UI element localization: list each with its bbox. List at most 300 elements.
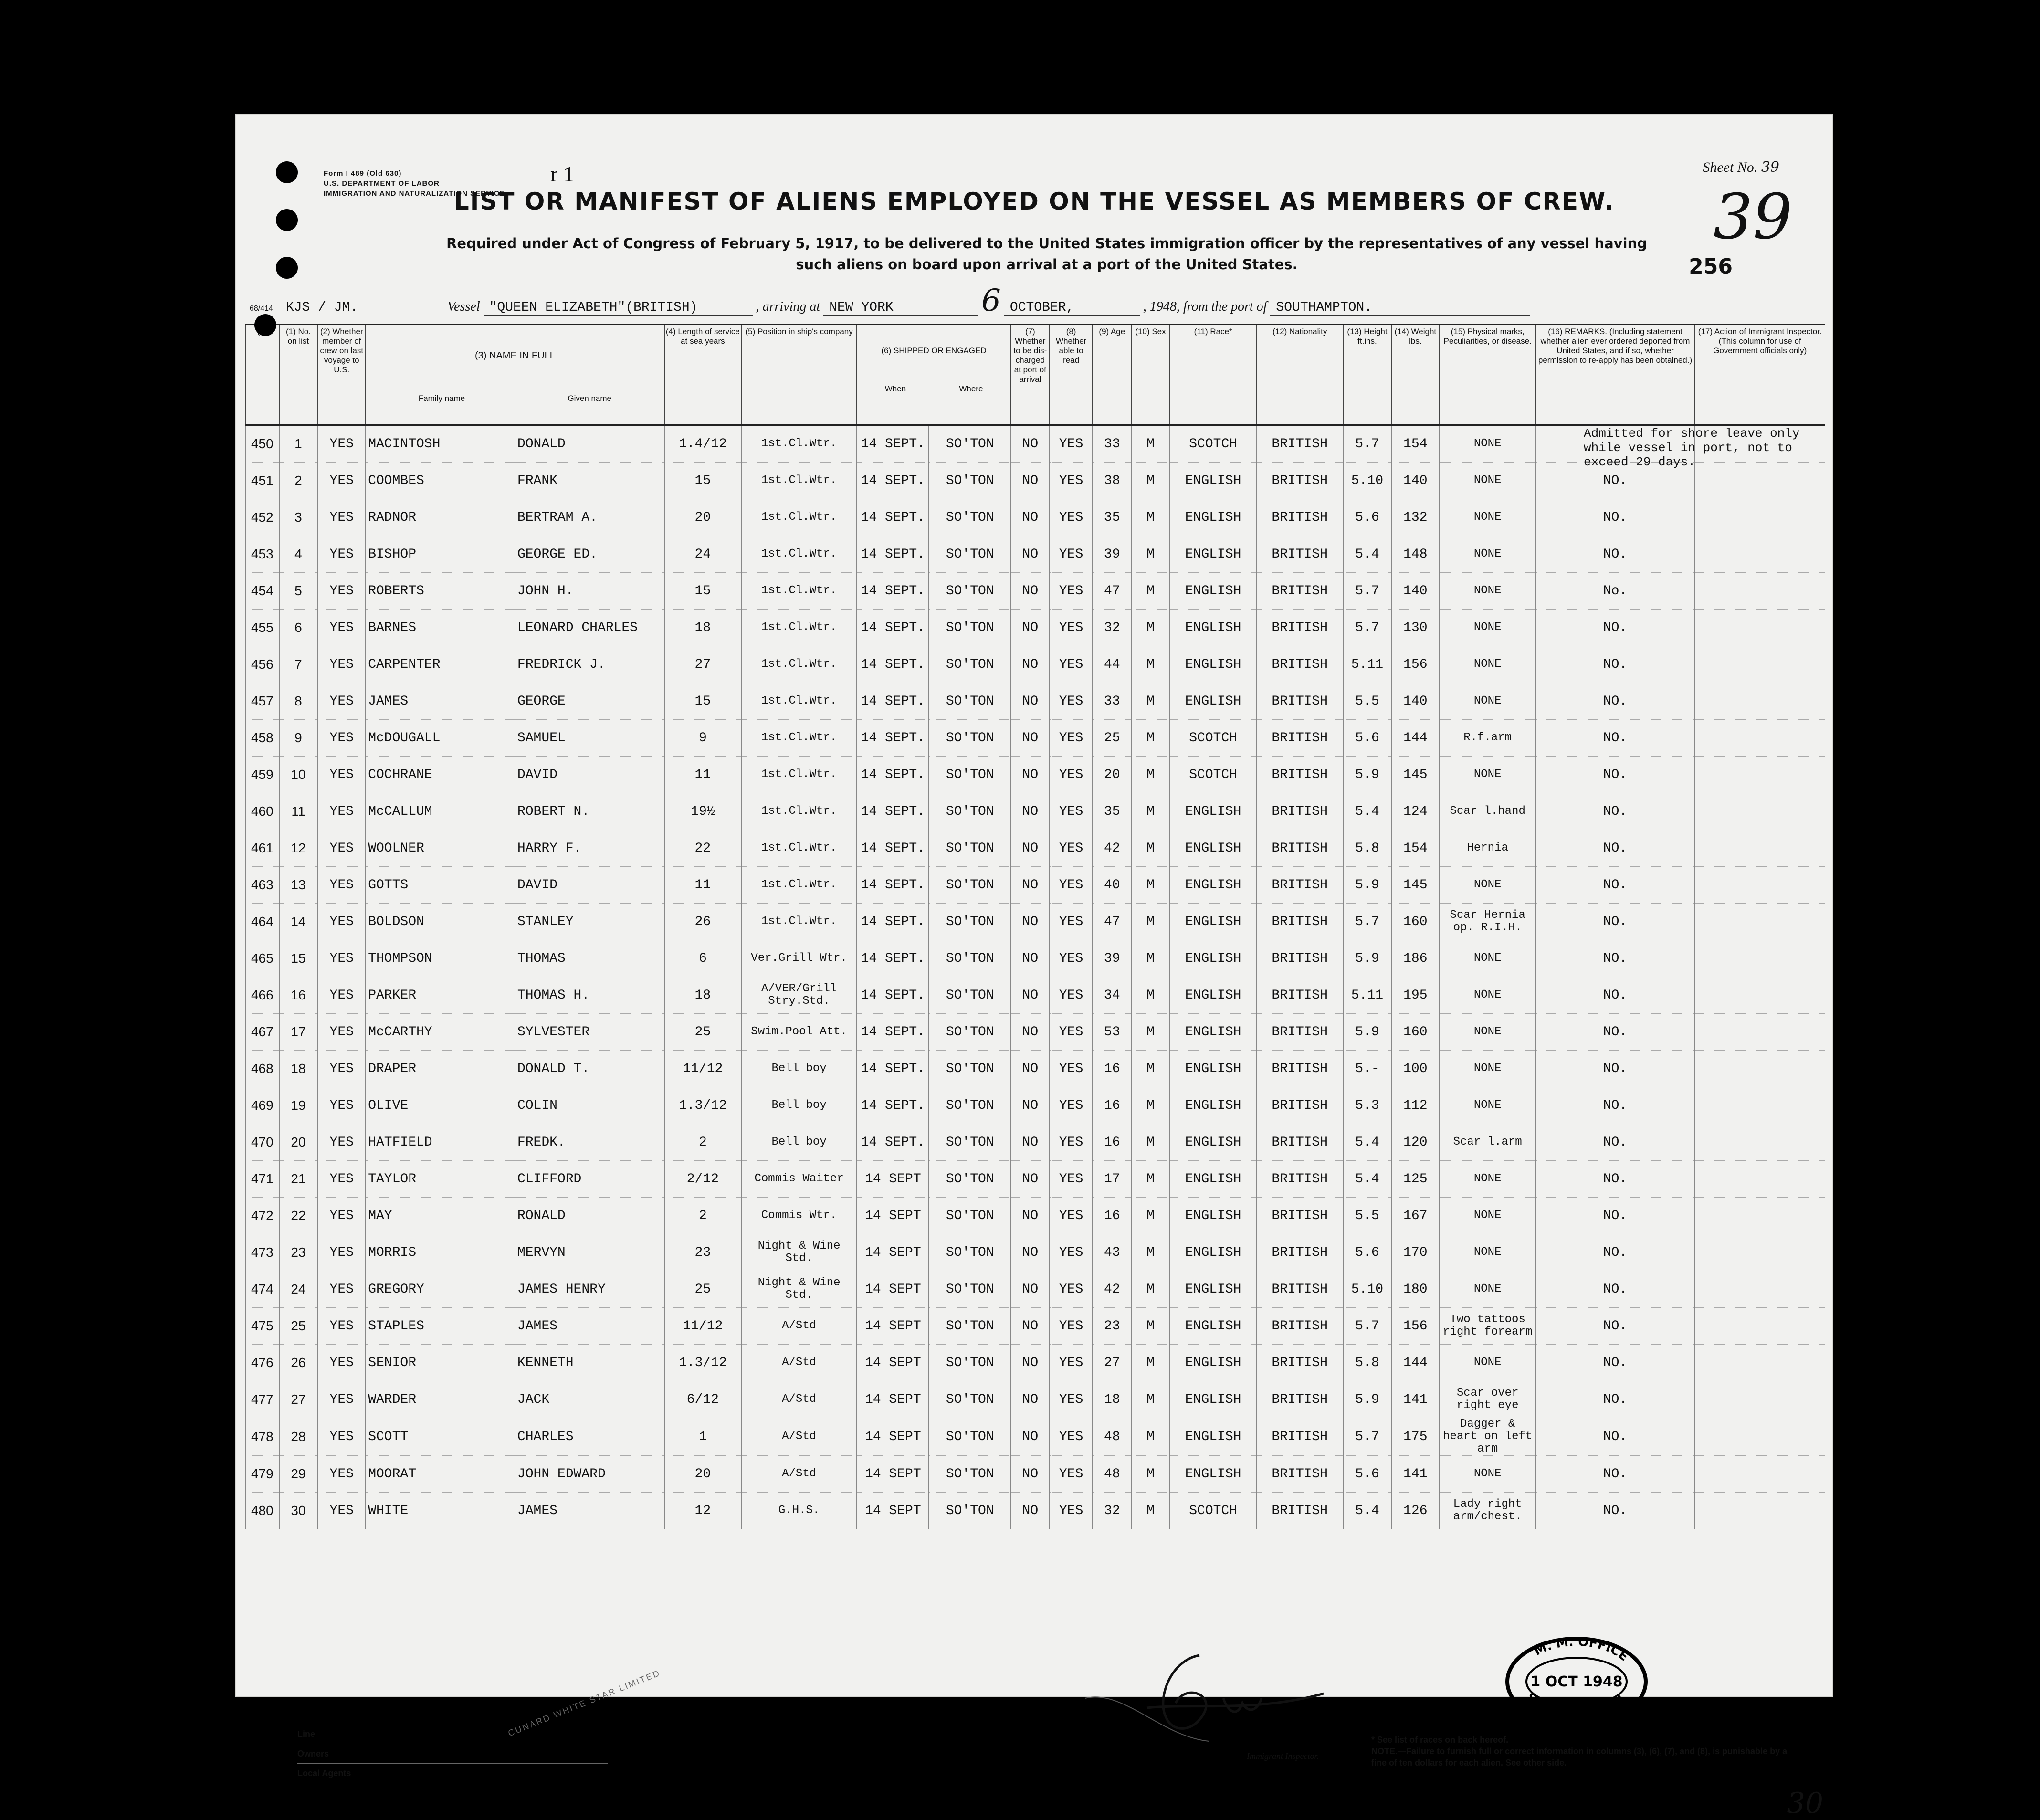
row-prev-voyage: YES <box>317 499 366 536</box>
row-weight: 156 <box>1391 646 1440 683</box>
row-prev-voyage: YES <box>317 720 366 757</box>
row-index: 475 <box>245 1308 279 1345</box>
row-marks: NONE <box>1440 536 1536 573</box>
row-index: 480 <box>245 1493 279 1529</box>
row-nationality: BRITISH <box>1256 1456 1343 1493</box>
row-nationality: BRITISH <box>1256 830 1343 867</box>
row-where: SO'TON <box>929 1014 1011 1051</box>
row-family-name: DRAPER <box>366 1051 515 1087</box>
row-given-name: DONALD <box>515 425 664 463</box>
row-index: 471 <box>245 1161 279 1198</box>
row-prev-voyage: YES <box>317 904 366 940</box>
row-inspector-action <box>1694 610 1825 646</box>
row-sex: M <box>1131 1456 1170 1493</box>
row-family-name: WOOLNER <box>366 830 515 867</box>
row-height: 5.5 <box>1343 683 1391 720</box>
row-sex: M <box>1131 1381 1170 1418</box>
row-prev-voyage: YES <box>317 1456 366 1493</box>
row-sex: M <box>1131 463 1170 499</box>
row-race: ENGLISH <box>1170 1198 1257 1234</box>
row-given-name: THOMAS <box>515 940 664 977</box>
row-race: ENGLISH <box>1170 867 1257 904</box>
row-race: ENGLISH <box>1170 1456 1257 1493</box>
row-service: 18 <box>664 610 741 646</box>
row-family-name: MACINTOSH <box>366 425 515 463</box>
row-given-name: DAVID <box>515 867 664 904</box>
row-given-name: LEONARD CHARLES <box>515 610 664 646</box>
row-when: 14 SEPT. <box>857 793 929 830</box>
row-discharged: NO <box>1011 683 1050 720</box>
row-number: 14 <box>279 904 318 940</box>
row-position: Commis Wtr. <box>741 1198 857 1234</box>
row-where: SO'TON <box>929 1456 1011 1493</box>
row-service: 2 <box>664 1124 741 1161</box>
row-able-read: YES <box>1050 1381 1093 1418</box>
row-number: 6 <box>279 610 318 646</box>
row-given-name: MERVYN <box>515 1234 664 1271</box>
row-nationality: BRITISH <box>1256 757 1343 793</box>
row-sex: M <box>1131 425 1170 463</box>
row-when: 14 SEPT. <box>857 940 929 977</box>
row-race: ENGLISH <box>1170 1345 1257 1381</box>
row-age: 20 <box>1093 757 1131 793</box>
row-discharged: NO <box>1011 1051 1050 1087</box>
row-family-name: SENIOR <box>366 1345 515 1381</box>
row-discharged: NO <box>1011 1087 1050 1124</box>
row-where: SO'TON <box>929 1087 1011 1124</box>
row-discharged: NO <box>1011 793 1050 830</box>
row-discharged: NO <box>1011 867 1050 904</box>
row-marks: NONE <box>1440 977 1536 1014</box>
row-age: 32 <box>1093 610 1131 646</box>
row-marks: NONE <box>1440 1345 1536 1381</box>
row-sex: M <box>1131 1014 1170 1051</box>
row-position: A/Std <box>741 1418 857 1456</box>
row-nationality: BRITISH <box>1256 977 1343 1014</box>
row-race: ENGLISH <box>1170 1161 1257 1198</box>
row-position: 1st.Cl.Wtr. <box>741 610 857 646</box>
row-prev-voyage: YES <box>317 1308 366 1345</box>
row-weight: 148 <box>1391 536 1440 573</box>
row-given-name: FREDRICK J. <box>515 646 664 683</box>
row-age: 43 <box>1093 1234 1131 1271</box>
row-marks: NONE <box>1440 1198 1536 1234</box>
row-index: 459 <box>245 757 279 793</box>
row-marks: Dagger & heart on left arm <box>1440 1418 1536 1456</box>
row-given-name: COLIN <box>515 1087 664 1124</box>
row-age: 17 <box>1093 1161 1131 1198</box>
row-remarks: NO. <box>1536 610 1695 646</box>
row-height: 5.11 <box>1343 646 1391 683</box>
row-service: 11 <box>664 757 741 793</box>
row-race: ENGLISH <box>1170 1308 1257 1345</box>
row-index: 464 <box>245 904 279 940</box>
table-row <box>245 1345 1825 1381</box>
row-race: SCOTCH <box>1170 720 1257 757</box>
row-prev-voyage: YES <box>317 536 366 573</box>
row-index: 469 <box>245 1087 279 1124</box>
row-weight: 141 <box>1391 1456 1440 1493</box>
row-race: ENGLISH <box>1170 977 1257 1014</box>
row-service: 11/12 <box>664 1308 741 1345</box>
row-height: 5.9 <box>1343 867 1391 904</box>
row-prev-voyage: YES <box>317 425 366 463</box>
row-discharged: NO <box>1011 720 1050 757</box>
row-position: Night & Wine Std. <box>741 1271 857 1308</box>
row-where: SO'TON <box>929 793 1011 830</box>
row-race: ENGLISH <box>1170 646 1257 683</box>
row-service: 19½ <box>664 793 741 830</box>
row-nationality: BRITISH <box>1256 1271 1343 1308</box>
row-prev-voyage: YES <box>317 1271 366 1308</box>
row-race: SCOTCH <box>1170 425 1257 463</box>
row-age: 39 <box>1093 940 1131 977</box>
row-marks: NONE <box>1440 940 1536 977</box>
row-race: ENGLISH <box>1170 904 1257 940</box>
row-when: 14 SEPT <box>857 1198 929 1234</box>
row-nationality: BRITISH <box>1256 573 1343 610</box>
row-number: 23 <box>279 1234 318 1271</box>
row-given-name: SYLVESTER <box>515 1014 664 1051</box>
row-height: 5.4 <box>1343 793 1391 830</box>
row-height: 5.6 <box>1343 499 1391 536</box>
row-age: 48 <box>1093 1418 1131 1456</box>
row-index: 465 <box>245 940 279 977</box>
row-service: 15 <box>664 463 741 499</box>
table-row <box>245 867 1825 904</box>
row-given-name: JAMES <box>515 1493 664 1529</box>
row-inspector-action <box>1694 1124 1825 1161</box>
row-able-read: YES <box>1050 1234 1093 1271</box>
row-race: ENGLISH <box>1170 1014 1257 1051</box>
row-discharged: NO <box>1011 1198 1050 1234</box>
row-inspector-action <box>1694 499 1825 536</box>
row-number: 22 <box>279 1198 318 1234</box>
row-position: Bell boy <box>741 1124 857 1161</box>
table-row <box>245 610 1825 646</box>
row-nationality: BRITISH <box>1256 425 1343 463</box>
col-length-service: (4) Length of service at sea years <box>664 325 741 425</box>
row-marks: NONE <box>1440 646 1536 683</box>
col-age: (9) Age <box>1093 325 1131 425</box>
row-nationality: BRITISH <box>1256 536 1343 573</box>
row-age: 33 <box>1093 683 1131 720</box>
row-family-name: JAMES <box>366 683 515 720</box>
row-service: 1.3/12 <box>664 1087 741 1124</box>
row-weight: 100 <box>1391 1051 1440 1087</box>
row-family-name: PARKER <box>366 977 515 1014</box>
row-remarks: NO. <box>1536 1051 1695 1087</box>
table-row <box>245 499 1825 536</box>
vessel-name: "QUEEN ELIZABETH"(BRITISH) <box>484 300 753 316</box>
row-inspector-action <box>1694 646 1825 683</box>
row-age: 35 <box>1093 793 1131 830</box>
row-able-read: YES <box>1050 940 1093 977</box>
row-age: 42 <box>1093 1271 1131 1308</box>
row-remarks: NO. <box>1536 1418 1695 1456</box>
row-height: 5.11 <box>1343 977 1391 1014</box>
row-index: 479 <box>245 1456 279 1493</box>
row-when: 14 SEPT. <box>857 867 929 904</box>
row-weight: 186 <box>1391 940 1440 977</box>
row-inspector-action <box>1694 1308 1825 1345</box>
row-remarks: NO. <box>1536 904 1695 940</box>
row-position: 1st.Cl.Wtr. <box>741 463 857 499</box>
row-inspector-action <box>1694 1051 1825 1087</box>
row-race: ENGLISH <box>1170 793 1257 830</box>
table-row <box>245 1014 1825 1051</box>
row-service: 12 <box>664 1493 741 1529</box>
row-discharged: NO <box>1011 1271 1050 1308</box>
row-number: 9 <box>279 720 318 757</box>
row-index: 470 <box>245 1124 279 1161</box>
row-discharged: NO <box>1011 1418 1050 1456</box>
row-position: 1st.Cl.Wtr. <box>741 425 857 463</box>
row-remarks: NO. <box>1536 646 1695 683</box>
table-row <box>245 1087 1825 1124</box>
row-sex: M <box>1131 1234 1170 1271</box>
row-prev-voyage: YES <box>317 1234 366 1271</box>
row-sex: M <box>1131 573 1170 610</box>
row-age: 53 <box>1093 1014 1131 1051</box>
row-height: 5.5 <box>1343 1198 1391 1234</box>
table-row <box>245 720 1825 757</box>
col-weight: (14) Weight lbs. <box>1391 325 1440 425</box>
row-when: 14 SEPT. <box>857 977 929 1014</box>
row-remarks: NO. <box>1536 1087 1695 1124</box>
table-row <box>245 1381 1825 1418</box>
row-height: 5.3 <box>1343 1087 1391 1124</box>
row-where: SO'TON <box>929 904 1011 940</box>
table-row <box>245 1161 1825 1198</box>
row-sex: M <box>1131 757 1170 793</box>
form-number: Form I 489 (Old 630) <box>324 169 402 178</box>
row-service: 27 <box>664 646 741 683</box>
row-service: 1.3/12 <box>664 1345 741 1381</box>
row-service: 15 <box>664 683 741 720</box>
footnote <box>1371 1734 1801 1768</box>
row-given-name: HARRY F. <box>515 830 664 867</box>
row-family-name: TAYLOR <box>366 1161 515 1198</box>
row-when: 14 SEPT <box>857 1418 929 1456</box>
row-remarks: No. <box>1536 573 1695 610</box>
col-name-in-full <box>366 325 664 425</box>
row-sex: M <box>1131 683 1170 720</box>
row-given-name: CHARLES <box>515 1418 664 1456</box>
row-service: 15 <box>664 573 741 610</box>
row-discharged: NO <box>1011 499 1050 536</box>
row-where: SO'TON <box>929 720 1011 757</box>
row-marks: Scar Hernia op. R.I.H. <box>1440 904 1536 940</box>
row-race: ENGLISH <box>1170 1087 1257 1124</box>
row-nationality: BRITISH <box>1256 1345 1343 1381</box>
row-where: SO'TON <box>929 425 1011 463</box>
footer-labels <box>297 1725 608 1783</box>
stamp-top-text: M. M. OFFICE <box>1532 1636 1631 1664</box>
row-position: 1st.Cl.Wtr. <box>741 536 857 573</box>
row-nationality: BRITISH <box>1256 1198 1343 1234</box>
row-age: 47 <box>1093 904 1131 940</box>
row-index: 461 <box>245 830 279 867</box>
row-race: SCOTCH <box>1170 757 1257 793</box>
col-index <box>245 325 279 425</box>
row-number: 2 <box>279 463 318 499</box>
row-prev-voyage: YES <box>317 1345 366 1381</box>
row-position: G.H.S. <box>741 1493 857 1529</box>
row-able-read: YES <box>1050 1014 1093 1051</box>
row-nationality: BRITISH <box>1256 683 1343 720</box>
row-family-name: OLIVE <box>366 1087 515 1124</box>
row-sex: M <box>1131 940 1170 977</box>
row-height: 5.6 <box>1343 720 1391 757</box>
table-row <box>245 1051 1825 1087</box>
row-able-read: YES <box>1050 1345 1093 1381</box>
row-family-name: ROBERTS <box>366 573 515 610</box>
row-sex: M <box>1131 904 1170 940</box>
row-when: 14 SEPT <box>857 1345 929 1381</box>
row-when: 14 SEPT. <box>857 830 929 867</box>
row-service: 22 <box>664 830 741 867</box>
document-subtitle: Required under Act of Congress of February 5, 1917, to be delivered to the United States immigration officer by the representatives of any vessel having such aliens on board upon arrival at a port of the United States. <box>446 235 1647 273</box>
row-weight: 195 <box>1391 977 1440 1014</box>
row-number: 25 <box>279 1308 318 1345</box>
sheet-value: 39 <box>1761 159 1779 176</box>
row-index: 453 <box>245 536 279 573</box>
row-prev-voyage: YES <box>317 977 366 1014</box>
row-age: 25 <box>1093 720 1131 757</box>
row-number: 12 <box>279 830 318 867</box>
inspector-label: Immigrant Inspector. <box>1071 1751 1319 1761</box>
row-sex: M <box>1131 1161 1170 1198</box>
row-marks: NONE <box>1440 463 1536 499</box>
table-row <box>245 977 1825 1014</box>
row-remarks: NO. <box>1536 1161 1695 1198</box>
row-prev-voyage: YES <box>317 573 366 610</box>
row-height: 5.6 <box>1343 1456 1391 1493</box>
row-sex: M <box>1131 1124 1170 1161</box>
row-index: 455 <box>245 610 279 646</box>
row-remarks: NO. <box>1536 1493 1695 1529</box>
row-marks: NONE <box>1440 499 1536 536</box>
row-prev-voyage: YES <box>317 1124 366 1161</box>
row-nationality: BRITISH <box>1256 1418 1343 1456</box>
service-name: IMMIGRATION AND NATURALIZATION SERVICE <box>324 189 505 198</box>
col-height: (13) Height ft.ins. <box>1343 325 1391 425</box>
row-index: 472 <box>245 1198 279 1234</box>
svg-text:M. M. OFFICE <box>1532 1636 1631 1664</box>
row-nationality: BRITISH <box>1256 1161 1343 1198</box>
row-where: SO'TON <box>929 1124 1011 1161</box>
row-weight: 175 <box>1391 1418 1440 1456</box>
row-when: 14 SEPT. <box>857 1087 929 1124</box>
col-shipped-title: (6) SHIPPED OR ENGAGED <box>881 346 987 355</box>
row-height: 5.10 <box>1343 1271 1391 1308</box>
col-given-name: Given name <box>568 394 612 403</box>
row-sex: M <box>1131 793 1170 830</box>
row-nationality: BRITISH <box>1256 940 1343 977</box>
row-age: 18 <box>1093 1381 1131 1418</box>
row-number: 28 <box>279 1418 318 1456</box>
row-prev-voyage: YES <box>317 1161 366 1198</box>
row-marks: NONE <box>1440 1087 1536 1124</box>
row-discharged: NO <box>1011 536 1050 573</box>
row-prev-voyage: YES <box>317 683 366 720</box>
row-prev-voyage: YES <box>317 1418 366 1456</box>
row-number: 16 <box>279 977 318 1014</box>
row-nationality: BRITISH <box>1256 1124 1343 1161</box>
row-when: 14 SEPT. <box>857 463 929 499</box>
row-where: SO'TON <box>929 1418 1011 1456</box>
row-height: 5.9 <box>1343 1381 1391 1418</box>
arriving-label: , arriving at <box>756 299 820 314</box>
row-discharged: NO <box>1011 757 1050 793</box>
row-service: 23 <box>664 1234 741 1271</box>
table-row <box>245 683 1825 720</box>
row-nationality: BRITISH <box>1256 610 1343 646</box>
row-able-read: YES <box>1050 646 1093 683</box>
row-prev-voyage: YES <box>317 830 366 867</box>
row-service: 26 <box>664 904 741 940</box>
row-inspector-action <box>1694 1381 1825 1418</box>
row-able-read: YES <box>1050 1456 1093 1493</box>
row-sex: M <box>1131 1345 1170 1381</box>
row-index: 450 <box>245 425 279 463</box>
stamp-bottom-text: SOUTHAMPTON <box>1523 1690 1628 1721</box>
row-index: 454 <box>245 573 279 610</box>
row-weight: 126 <box>1391 1493 1440 1529</box>
document-title: LIST OR MANIFEST OF ALIENS EMPLOYED ON THE VESSEL AS MEMBERS OF CREW. <box>453 188 1615 215</box>
row-sex: M <box>1131 646 1170 683</box>
row-when: 14 SEPT <box>857 1493 929 1529</box>
row-age: 40 <box>1093 867 1131 904</box>
row-where: SO'TON <box>929 463 1011 499</box>
row-service: 24 <box>664 536 741 573</box>
row-weight: 160 <box>1391 904 1440 940</box>
row-discharged: NO <box>1011 904 1050 940</box>
row-index: 476 <box>245 1345 279 1381</box>
row-sex: M <box>1131 720 1170 757</box>
row-number: 24 <box>279 1271 318 1308</box>
row-when: 14 SEPT. <box>857 536 929 573</box>
row-when: 14 SEPT. <box>857 646 929 683</box>
row-when: 14 SEPT <box>857 1271 929 1308</box>
row-given-name: ROBERT N. <box>515 793 664 830</box>
row-family-name: COOMBES <box>366 463 515 499</box>
row-discharged: NO <box>1011 1345 1050 1381</box>
row-weight: 112 <box>1391 1087 1440 1124</box>
row-when: 14 SEPT. <box>857 499 929 536</box>
row-given-name: THOMAS H. <box>515 977 664 1014</box>
row-age: 38 <box>1093 463 1131 499</box>
page-number-stamp: 256 <box>1689 254 1733 279</box>
row-able-read: YES <box>1050 1161 1093 1198</box>
row-discharged: NO <box>1011 1161 1050 1198</box>
row-remarks: NO. <box>1536 536 1695 573</box>
row-able-read: YES <box>1050 1418 1093 1456</box>
row-prev-voyage: YES <box>317 1087 366 1124</box>
row-nationality: BRITISH <box>1256 1051 1343 1087</box>
binding-hole <box>276 257 298 279</box>
row-when: 14 SEPT. <box>857 904 929 940</box>
row-number: 8 <box>279 683 318 720</box>
row-discharged: NO <box>1011 610 1050 646</box>
row-remarks: NO. <box>1536 720 1695 757</box>
manifest-page <box>235 114 1833 1820</box>
row-index: 477 <box>245 1381 279 1418</box>
row-service: 6/12 <box>664 1381 741 1418</box>
row-family-name: MAY <box>366 1198 515 1234</box>
row-nationality: BRITISH <box>1256 463 1343 499</box>
